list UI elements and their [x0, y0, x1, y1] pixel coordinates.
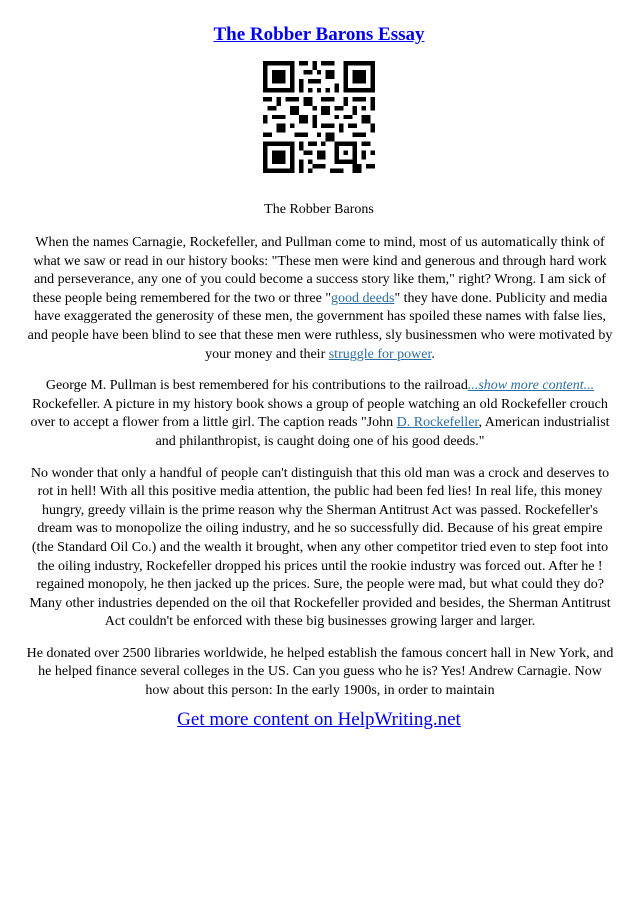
good-deeds-link[interactable]: good deeds: [331, 290, 395, 306]
helpwriting-link[interactable]: Get more content on HelpWriting.net: [177, 709, 461, 730]
paragraph-4: He donated over 2500 libraries worldwide, he helped establish the famous concert hall in New York, and he helped finance several colleges in the US. Can you guess who he is? Yes! Andrew Carnagie. Now how about this person: In the early 1900s, in order to maintain: [26, 645, 614, 699]
paragraph-3: No wonder that only a handful of people can't distinguish that this old man was a crock and deserves to rot in hell! With all this positive media attention, the public had been fed lies! In real life, this money hungry, greedy villain is the prime reason why the Sherman Antitrust Act was passed. Rockefeller's dream was to monopolize the oiling industry, and he so successfully did. Because of his great empire (the Standard Oil Co.) and the wealth it brought, when any other competitor tried even to step foot into the oiling industry, Rockefeller dropped his prices until the rookie industry was forced out. After he ! regained monopoly, he then jacked up the prices. Sure, the people were mad, but what could they do? Many other industries depended on the oil that Rockefeller provided and besides, the Sherman Antitrust Act couldn't be enforced with these big businesses growing larger and larger.: [29, 465, 611, 630]
essay-subtitle: The Robber Barons: [264, 202, 374, 217]
document-title: [0, 24, 638, 46]
paragraph-1: When the names Carnagie, Rockefeller, and Pullman come to mind, most of us automatically think of what we saw or read in our history books: "These men were kind and generous and through hard work and perseverance, any one of you could become a success story like them," right? Wrong. I am sick of these people being remembered for the two or three "good deeds" they have done. Publicity and media have exaggerated the generosity of these men, the government has spoiled these names with false lies, and people have been blind to see that these men were ruthless, sly businessmen who were motivated by your money and their struggle for power.: [27, 235, 613, 362]
show-more-link[interactable]: ...show more content...: [467, 378, 595, 394]
essay-body: [26, 234, 614, 714]
qr-code-icon: [263, 61, 375, 173]
footer-cta: [0, 709, 638, 731]
title-link[interactable]: The Robber Barons Essay: [213, 24, 425, 45]
struggle-for-power-link[interactable]: struggle for power: [328, 346, 432, 362]
paragraph-2: George M. Pullman is best remembered for his contributions to the railroad...show more content... Rockefeller. A picture in my history book shows a group of people watching an old Rockefeller crouch over to accept a flower from a little girl. The caption reads "John D. Rockefeller, American industrialist and philanthropist, is caught doing one of his good deeds.": [30, 378, 610, 449]
rockefeller-link[interactable]: D. Rockefeller: [396, 415, 479, 431]
